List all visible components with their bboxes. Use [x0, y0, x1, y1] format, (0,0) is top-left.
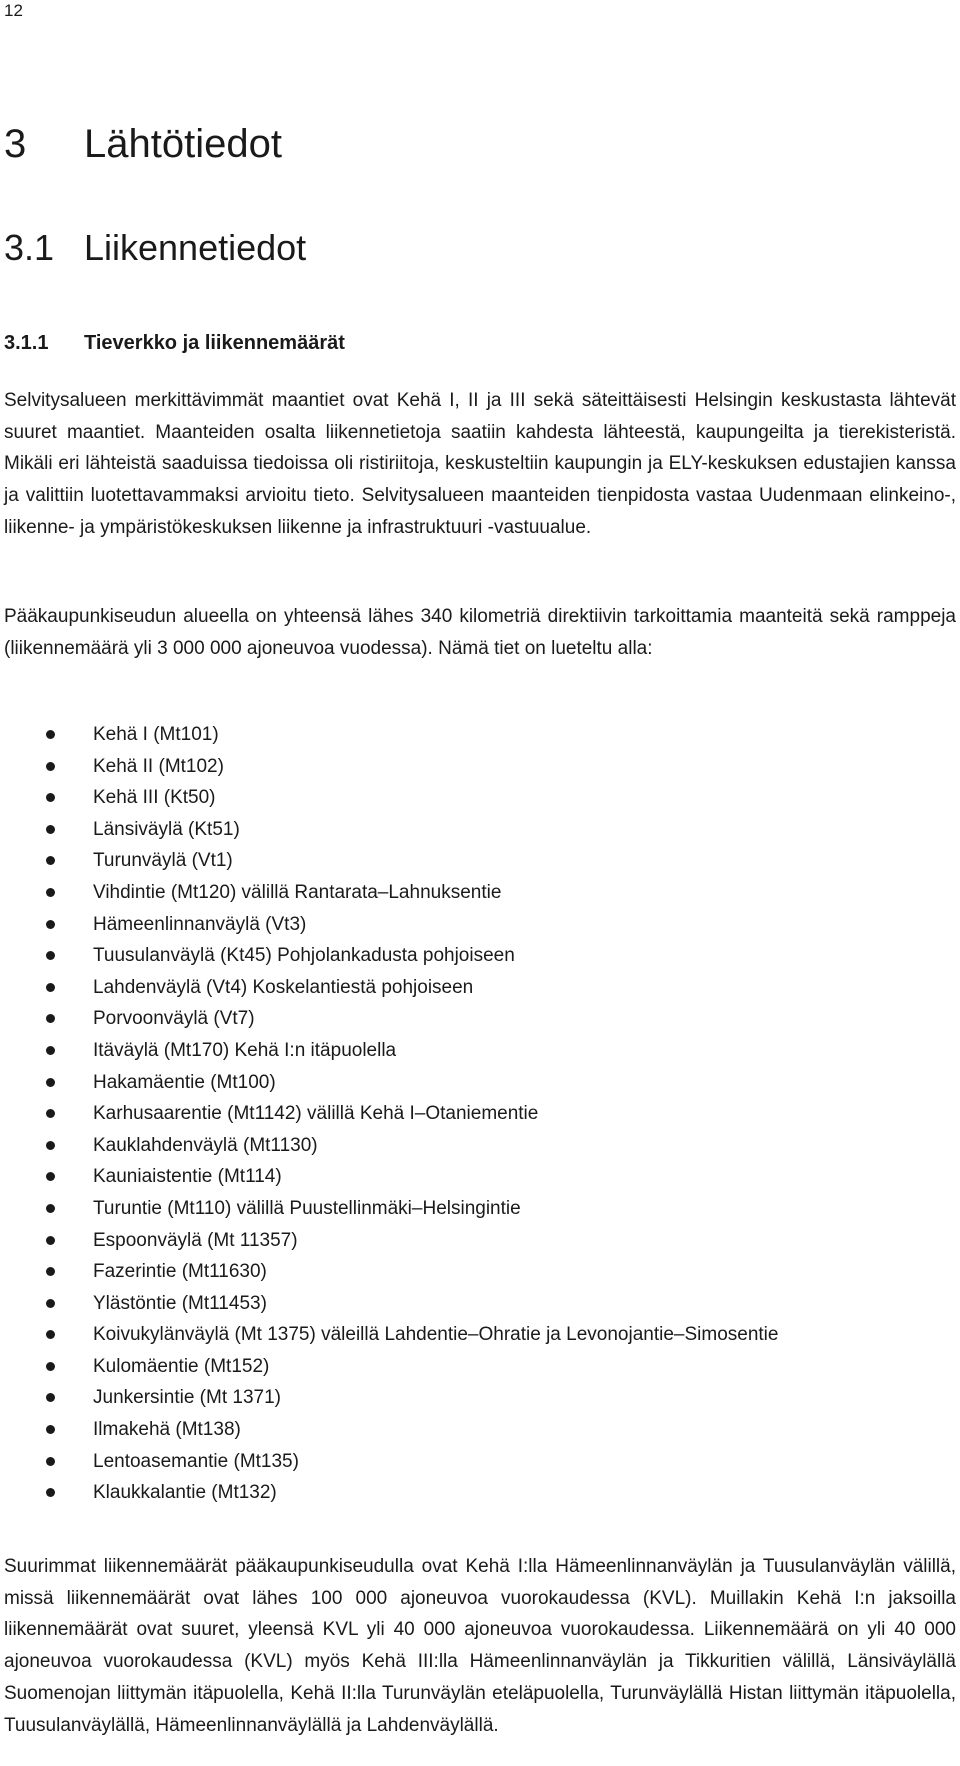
- road-list-item: [0, 1035, 778, 1067]
- bullet-icon: [46, 825, 55, 834]
- road-list-item: [0, 909, 778, 941]
- bullet-icon: [46, 1046, 55, 1055]
- road-name: Fazerintie (Mt11630): [93, 1261, 267, 1283]
- road-name: Kulomäentie (Mt152): [93, 1355, 270, 1377]
- road-list-item: [0, 1003, 778, 1035]
- road-list-item: [0, 1319, 778, 1351]
- road-name: Lentoasemantie (Mt135): [93, 1450, 299, 1472]
- section-heading: [4, 226, 306, 270]
- road-list-item: [0, 1225, 778, 1257]
- bullet-icon: [46, 888, 55, 897]
- road-list-item: [0, 1288, 778, 1320]
- section-number: 3.1: [4, 227, 55, 268]
- bullet-icon: [46, 1109, 55, 1118]
- bullet-icon: [46, 1141, 55, 1150]
- section-title: Liikennetiedot: [84, 227, 307, 268]
- road-list-item: [0, 1446, 778, 1478]
- bullet-icon: [46, 793, 55, 802]
- road-list-item: [0, 719, 778, 751]
- road-name: Kauklahdenväylä (Mt1130): [93, 1134, 318, 1156]
- road-name: Itäväylä (Mt170) Kehä I:n itäpuolella: [93, 1039, 397, 1061]
- road-list-item: [0, 972, 778, 1004]
- road-name: Porvoonväylä (Vt7): [93, 1008, 255, 1030]
- road-list-item: [0, 845, 778, 877]
- bullet-icon: [46, 1362, 55, 1371]
- road-name: Kehä III (Kt50): [93, 787, 216, 809]
- road-name: Kauniaistentie (Mt114): [93, 1166, 282, 1188]
- road-list-item: [0, 1477, 778, 1509]
- bullet-icon: [46, 1014, 55, 1023]
- road-name: Länsiväylä (Kt51): [93, 818, 240, 840]
- intro-paragraph: Selvitysalueen merkittävimmät maantiet ovat Kehä I, II ja III sekä säteittäisesti Helsingin keskustasta lähtevät suuret maantiet. Maanteiden osalta liikennetietoja saatiin kahdesta lähteestä, kaupungeilta ja tierekisteristä. Mikäli eri lähteistä saaduissa tiedoissa oli ristiriitoja, keskusteltiin kaupungin ja ELY-keskuksen edustajien kanssa ja valittiin luotettavammaksi arvioitu tieto. Selvitysalueen maanteiden tienpidosta vastaa Uudenmaan elinkeino-, liikenne- ja ympäristökeskuksen liikenne ja infrastruktuuri -vastuualue.: [4, 390, 956, 538]
- bullet-icon: [46, 1078, 55, 1087]
- bullet-icon: [46, 1267, 55, 1276]
- road-list-item: [0, 1098, 778, 1130]
- bullet-icon: [46, 951, 55, 960]
- bullet-icon: [46, 1299, 55, 1308]
- bullet-icon: [46, 1393, 55, 1402]
- bullet-icon: [46, 762, 55, 771]
- road-list-item: [0, 782, 778, 814]
- list-intro-paragraph: Pääkaupunkiseudun alueella on yhteensä lähes 340 kilometriä direktiivin tarkoittamia maanteitä sekä ramppeja (liikennemäärä yli 3 000 000 ajoneuvoa vuodessa). Nämä tiet on lueteltu alla:: [4, 606, 956, 659]
- road-name: Ilmakehä (Mt138): [93, 1419, 241, 1441]
- chapter-title: Lähtötiedot: [84, 122, 282, 166]
- road-list-item: [0, 814, 778, 846]
- summary-paragraph: Suurimmat liikennemäärät pääkaupunkiseudulla ovat Kehä I:lla Hämeenlinnanväylän ja Tuusulanväylän välillä, missä liikennemäärät ovat lähes 100 000 ajoneuvoa vuorokaudessa (KVL). Muillakin Kehä I:n jaksoilla liikennemäärät ovat suuret, yleensä KVL yli 40 000 ajoneuvoa vuorokaudessa. Liikennemäärä on yli 40 000 ajoneuvoa vuorokaudessa (KVL) myös Kehä III:lla Hämeenlinnanväylän ja Tikkuritien välillä, Länsiväylällä Suomenojan liittymän itäpuolella, Kehä II:lla Turunväylän eteläpuolella, Turunväylällä Histan liittymän itäpuolella, Tuusulanväylällä, Hämeenlinnanväylällä ja Lahdenväylällä.: [4, 1556, 956, 1736]
- bullet-icon: [46, 1236, 55, 1245]
- road-name: Ylästöntie (Mt11453): [93, 1292, 267, 1314]
- bullet-icon: [46, 856, 55, 865]
- subsection-number: 3.1.1: [4, 332, 49, 354]
- road-name: Turunväylä (Vt1): [93, 850, 233, 872]
- page-number: 12: [4, 1, 23, 20]
- bullet-icon: [46, 1172, 55, 1181]
- road-name: Karhusaarentie (Mt1142) välillä Kehä I–Otaniementie: [93, 1103, 539, 1125]
- road-list-item: [0, 1193, 778, 1225]
- subsection-title: Tieverkko ja liikennemäärät: [84, 332, 345, 354]
- bullet-icon: [46, 1330, 55, 1339]
- road-list-item: [0, 940, 778, 972]
- road-name: Lahdenväylä (Vt4) Koskelantiestä pohjoiseen: [93, 976, 474, 998]
- bullet-icon: [46, 1425, 55, 1434]
- road-list: [0, 719, 778, 1509]
- road-list-item: [0, 1161, 778, 1193]
- road-list-item: [0, 1382, 778, 1414]
- chapter-number: 3: [4, 122, 27, 166]
- bullet-icon: [46, 1204, 55, 1213]
- road-name: Vihdintie (Mt120) välillä Rantarata–Lahnuksentie: [93, 881, 502, 903]
- road-list-item: [0, 1067, 778, 1099]
- road-name: Kehä II (Mt102): [93, 755, 224, 777]
- bullet-icon: [46, 1457, 55, 1466]
- bullet-icon: [46, 1488, 55, 1497]
- road-name: Junkersintie (Mt 1371): [93, 1387, 281, 1409]
- road-name: Hakamäentie (Mt100): [93, 1071, 276, 1093]
- road-list-item: [0, 1351, 778, 1383]
- bullet-icon: [46, 920, 55, 929]
- road-name: Klaukkalantie (Mt132): [93, 1482, 277, 1504]
- road-name: Hämeenlinnanväylä (Vt3): [93, 913, 307, 935]
- road-name: Kehä I (Mt101): [93, 724, 219, 745]
- chapter-heading: [4, 120, 282, 168]
- road-name: Koivukylänväylä (Mt 1375) väleillä Lahdentie–Ohratie ja Levonojantie–Simosentie: [93, 1324, 779, 1346]
- road-list-item: [0, 1256, 778, 1288]
- road-list-item: [0, 877, 778, 909]
- bullet-icon: [46, 983, 55, 992]
- road-list-item: [0, 1414, 778, 1446]
- road-list-item: [0, 1130, 778, 1162]
- road-name: Turuntie (Mt110) välillä Puustellinmäki–Helsingintie: [93, 1197, 521, 1219]
- road-name: Espoonväylä (Mt 11357): [93, 1229, 298, 1251]
- road-name: Tuusulanväylä (Kt45) Pohjolankadusta pohjoiseen: [93, 945, 515, 967]
- road-list-item: [0, 751, 778, 783]
- subsection-heading: [4, 330, 345, 356]
- bullet-icon: [46, 730, 55, 739]
